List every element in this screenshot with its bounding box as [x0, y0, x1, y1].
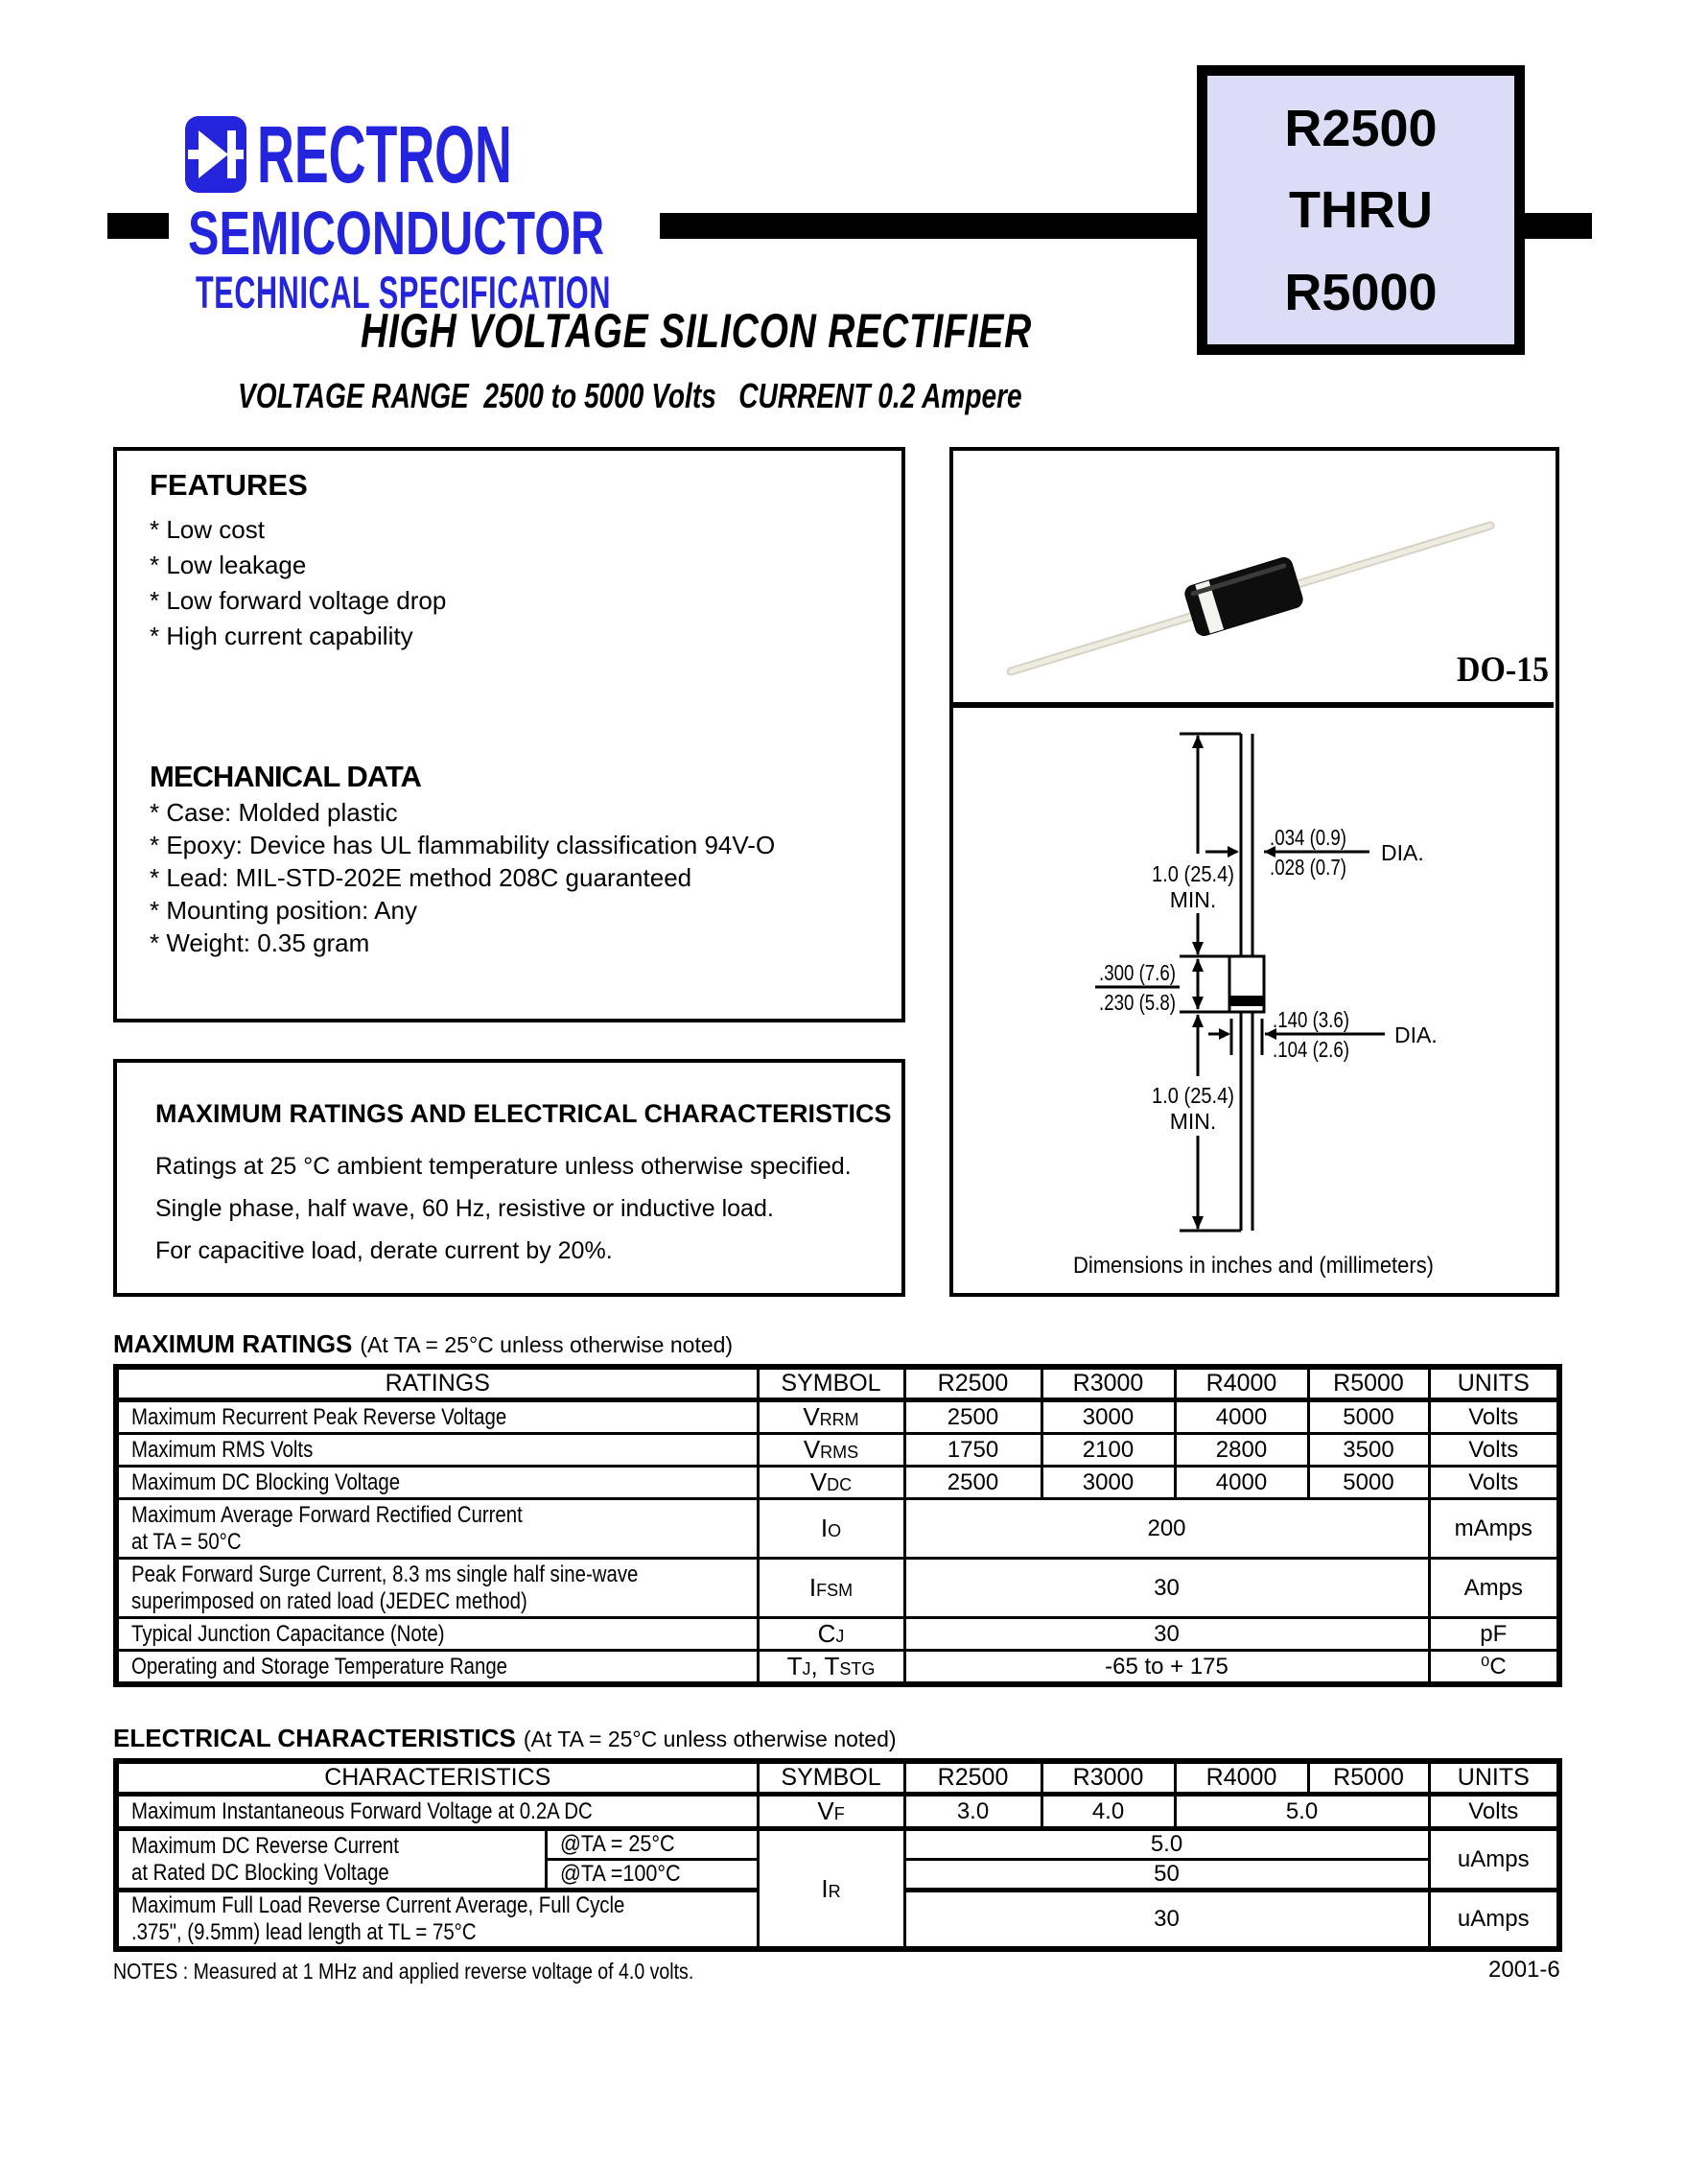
row-label-line2: at Rated DC Blocking Voltage — [131, 1859, 389, 1886]
table-row — [116, 1499, 1559, 1559]
row-label-line2: .375", (9.5mm) lead length at TL = 75°C — [131, 1919, 477, 1945]
package-box — [949, 447, 1559, 1297]
col-r2500: R2500 — [904, 1761, 1041, 1795]
col-ratings: RATINGS — [116, 1367, 758, 1400]
mechanical-item: * Mounting position: Any — [150, 896, 417, 925]
max-ratings-table — [113, 1364, 1562, 1687]
dim-body-dia-num: .140 (3.6) — [1273, 1007, 1349, 1032]
units-cell: pF — [1429, 1618, 1559, 1651]
symbol-io: IO — [758, 1499, 904, 1559]
dim-top-lead-min: MIN. — [1169, 887, 1217, 912]
row-label-line1: Maximum DC Reverse Current — [131, 1832, 399, 1859]
decor-bar-left — [107, 213, 169, 239]
brand-tagline: TECHNICAL SPECIFICATION — [196, 267, 612, 317]
row-label-line1: Maximum Full Load Reverse Current Average, Full Cycle — [131, 1892, 625, 1918]
feature-item: * High current capability — [150, 622, 413, 650]
ratings-intro-line: Ratings at 25 °C ambient temperature unless otherwise specified. — [155, 1153, 852, 1180]
ratings-intro-line: For capacitive load, derate current by 20%. — [155, 1237, 613, 1264]
col-symbol: SYMBOL — [758, 1367, 904, 1400]
value-cell: 3000 — [1041, 1467, 1175, 1499]
page-title: HIGH VOLTAGE SILICON RECTIFIER — [361, 304, 1033, 358]
rectron-logo-icon — [185, 116, 246, 193]
table-row — [116, 1400, 1559, 1434]
dim-lead-dia-den: .028 (0.7) — [1270, 855, 1346, 880]
condition-cell: @TA =100°C — [546, 1860, 758, 1891]
ratings-intro-line: Single phase, half wave, 60 Hz, resistive or inductive load. — [155, 1195, 774, 1222]
feature-item: * Low cost — [150, 515, 265, 544]
dim-lead-dia-num: .034 (0.9) — [1270, 825, 1346, 850]
part-number-last: R5000 — [1284, 263, 1438, 321]
row-label: Maximum RMS Volts — [131, 1436, 314, 1463]
max-ratings-heading-bold: MAXIMUM RATINGS — [113, 1329, 353, 1358]
value-cell: 30 — [904, 1891, 1429, 1950]
mechanical-heading: MECHANICAL DATA — [150, 760, 421, 793]
table-row — [116, 1651, 1559, 1685]
table-header-row — [116, 1367, 1559, 1400]
value-cell: 30 — [904, 1559, 1429, 1618]
table-header-row — [116, 1761, 1559, 1795]
decor-bar-middle — [660, 213, 1197, 239]
symbol-ifsm: IFSM — [758, 1559, 904, 1618]
row-label: Typical Junction Capacitance (Note) — [131, 1620, 445, 1647]
value-cell: 2100 — [1041, 1434, 1175, 1467]
symbol-cj: CJ — [758, 1618, 904, 1651]
units-cell: mAmps — [1429, 1499, 1559, 1559]
col-r5000: R5000 — [1308, 1761, 1429, 1795]
value-cell: 5.0 — [904, 1829, 1429, 1860]
elec-char-heading-bold: ELECTRICAL CHARACTERISTICS — [113, 1724, 516, 1752]
value-cell: 200 — [904, 1499, 1429, 1559]
value-cell: 5000 — [1308, 1467, 1429, 1499]
notes-line: NOTES : Measured at 1 MHz and applied reverse voltage of 4.0 volts. — [113, 1959, 694, 1984]
table-row — [116, 1434, 1559, 1467]
max-ratings-heading-note: (At TA = 25°C unless otherwise noted) — [360, 1332, 734, 1357]
symbol-vrms: VRMS — [758, 1434, 904, 1467]
row-label: Maximum DC Blocking Voltage — [131, 1468, 401, 1495]
units-cell: Volts — [1429, 1400, 1559, 1434]
value-cell: -65 to + 175 — [904, 1651, 1429, 1685]
row-label-line2: at TA = 50°C — [131, 1528, 242, 1555]
symbol-ir: IR — [758, 1829, 904, 1950]
value-cell: 5.0 — [1175, 1795, 1429, 1829]
col-units: UNITS — [1429, 1367, 1559, 1400]
table-row — [116, 1467, 1559, 1499]
units-cell: Volts — [1429, 1434, 1559, 1467]
dim-bottom-lead-min: MIN. — [1169, 1109, 1217, 1134]
symbol-tj-tstg: TJ, TSTG — [758, 1651, 904, 1685]
value-cell: 3500 — [1308, 1434, 1429, 1467]
brand-subtitle: SEMICONDUCTOR — [188, 199, 605, 268]
col-characteristics: CHARACTERISTICS — [116, 1761, 758, 1795]
symbol-vdc: VDC — [758, 1467, 904, 1499]
table-row — [116, 1795, 1559, 1829]
value-cell: 4000 — [1175, 1467, 1308, 1499]
mechanical-item: * Weight: 0.35 gram — [150, 928, 370, 957]
value-cell: 1750 — [904, 1434, 1041, 1467]
part-number-first: R2500 — [1284, 99, 1438, 157]
value-cell: 5000 — [1308, 1400, 1429, 1434]
units-cell: Amps — [1429, 1559, 1559, 1618]
value-cell: 3.0 — [904, 1795, 1041, 1829]
brand-name: RECTRON — [257, 109, 512, 200]
row-label: Maximum Recurrent Peak Reverse Voltage — [131, 1403, 507, 1430]
value-cell: 2800 — [1175, 1434, 1308, 1467]
units-cell: uAmps — [1429, 1829, 1559, 1891]
mechanical-item: * Case: Molded plastic — [150, 798, 398, 827]
row-label-line1: Maximum Average Forward Rectified Current — [131, 1501, 523, 1528]
symbol-vf: VF — [758, 1795, 904, 1829]
feature-item: * Low leakage — [150, 551, 307, 579]
mechanical-item: * Lead: MIL-STD-202E method 208C guaranteed — [150, 863, 692, 892]
row-label: Maximum Instantaneous Forward Voltage at 0.2A DC — [131, 1797, 593, 1824]
value-cell: 2500 — [904, 1467, 1041, 1499]
col-r4000: R4000 — [1175, 1367, 1308, 1400]
table-row — [116, 1618, 1559, 1651]
value-cell: 4.0 — [1041, 1795, 1175, 1829]
value-cell: 4000 — [1175, 1400, 1308, 1434]
units-cell: Volts — [1429, 1795, 1559, 1829]
ratings-intro-heading: MAXIMUM RATINGS AND ELECTRICAL CHARACTERISTICS — [155, 1099, 892, 1128]
col-symbol: SYMBOL — [758, 1761, 904, 1795]
row-label-line1: Peak Forward Surge Current, 8.3 ms single half sine-wave — [131, 1561, 639, 1587]
table-row — [116, 1829, 1559, 1860]
diode-body — [1183, 555, 1305, 638]
units-cell: Volts — [1429, 1467, 1559, 1499]
package-label: DO-15 — [1457, 650, 1549, 690]
value-cell: 3000 — [1041, 1400, 1175, 1434]
feature-item: * Low forward voltage drop — [150, 586, 447, 615]
col-r2500: R2500 — [904, 1367, 1041, 1400]
dim-lead-dia-label: DIA. — [1381, 840, 1424, 865]
dim-body-dia-label: DIA. — [1394, 1022, 1438, 1047]
features-heading: FEATURES — [150, 468, 308, 502]
dim-body-len-num: .300 (7.6) — [1099, 960, 1176, 985]
dim-body-len-den: .230 (5.8) — [1099, 990, 1176, 1015]
col-r4000: R4000 — [1175, 1761, 1308, 1795]
elec-char-heading-note: (At TA = 25°C unless otherwise noted) — [523, 1726, 897, 1751]
mechanical-item: * Epoxy: Device has UL flammability classification 94V-O — [150, 831, 776, 859]
row-label-line2: superimposed on rated load (JEDEC method) — [131, 1587, 527, 1614]
value-cell: 30 — [904, 1618, 1429, 1651]
units-cell: uAmps — [1429, 1891, 1559, 1950]
dimension-diagram — [953, 708, 1554, 1289]
part-number-box — [1197, 65, 1525, 355]
value-cell: 2500 — [904, 1400, 1041, 1434]
symbol-vrrm: VRRM — [758, 1400, 904, 1434]
dimension-caption: Dimensions in inches and (millimeters) — [1073, 1253, 1434, 1279]
features-box — [113, 447, 905, 1022]
decor-bar-right — [1521, 213, 1592, 239]
units-cell: ⁰C — [1429, 1651, 1559, 1685]
page-subtitle: VOLTAGE RANGE 2500 to 5000 Volts CURRENT 0.2 Ampere — [238, 376, 1022, 415]
part-number-thru: THRU — [1289, 181, 1433, 239]
col-units: UNITS — [1429, 1761, 1559, 1795]
dim-body-dia-den: .104 (2.6) — [1273, 1037, 1349, 1062]
elec-char-heading — [113, 1724, 897, 1753]
condition-cell: @TA = 25°C — [546, 1829, 758, 1860]
elec-char-table — [113, 1758, 1562, 1952]
col-r3000: R3000 — [1041, 1761, 1175, 1795]
diode-photo — [953, 451, 1554, 698]
col-r3000: R3000 — [1041, 1367, 1175, 1400]
ratings-intro-box — [113, 1059, 905, 1297]
value-cell: 50 — [904, 1860, 1429, 1891]
dim-top-lead: 1.0 (25.4) — [1152, 861, 1234, 886]
max-ratings-heading — [113, 1329, 733, 1359]
col-r5000: R5000 — [1308, 1367, 1429, 1400]
table-row — [116, 1559, 1559, 1618]
dim-bottom-lead: 1.0 (25.4) — [1152, 1083, 1234, 1108]
row-label: Operating and Storage Temperature Range — [131, 1653, 508, 1679]
doc-code: 2001-6 — [1488, 1957, 1560, 1983]
